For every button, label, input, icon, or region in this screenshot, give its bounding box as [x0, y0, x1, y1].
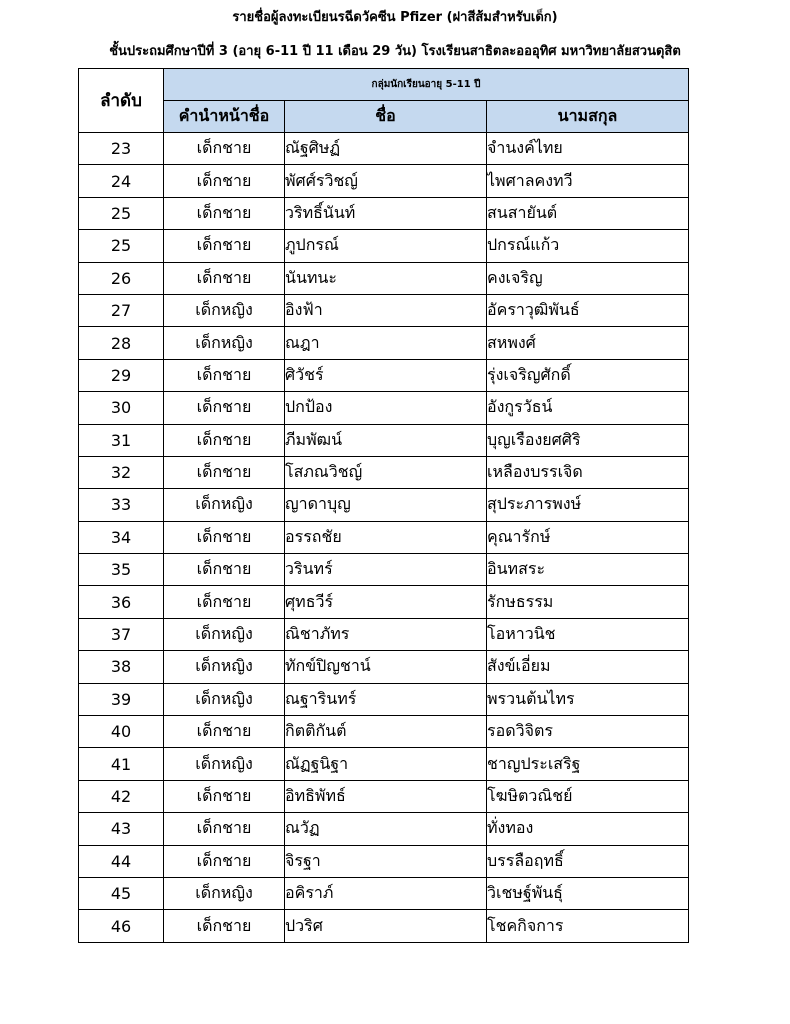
document-subtitle: ชั้นประถมศึกษาปีที่ 3 (อายุ 6-11 ปี 11 เดือน 29 วัน) โรงเรียนสาธิตละอออุทิศ มหาวิทยาลัยสวนดุสิต — [109, 44, 681, 59]
row-number: 38 — [79, 651, 164, 683]
table-row — [79, 521, 689, 553]
row-number: 26 — [79, 262, 164, 294]
table-row — [79, 586, 689, 618]
row-first-name: ณฎา — [285, 327, 487, 359]
row-last-name: ชาญประเสริฐ — [487, 748, 689, 780]
header-last-name: นามสกุล — [487, 101, 689, 133]
row-number: 40 — [79, 716, 164, 748]
row-name-title: เด็กหญิง — [164, 651, 285, 683]
row-name-title: เด็กชาย — [164, 456, 285, 488]
table-row — [79, 359, 689, 391]
row-last-name: อินทสระ — [487, 554, 689, 586]
row-first-name: ภูปกรณ์ — [285, 230, 487, 262]
row-number: 36 — [79, 586, 164, 618]
row-last-name: สุประภารพงษ์ — [487, 489, 689, 521]
table-row — [79, 489, 689, 521]
row-last-name: สังข์เอี่ยม — [487, 651, 689, 683]
row-number: 45 — [79, 877, 164, 909]
table-row — [79, 618, 689, 650]
row-number: 42 — [79, 780, 164, 812]
table-row — [79, 262, 689, 294]
row-name-title: เด็กชาย — [164, 845, 285, 877]
table-row — [79, 456, 689, 488]
row-name-title: เด็กหญิง — [164, 683, 285, 715]
row-first-name: ณัฐศิษฏ์ — [285, 133, 487, 165]
table-row — [79, 392, 689, 424]
row-first-name: ณวัฏ — [285, 813, 487, 845]
row-name-title: เด็กชาย — [164, 521, 285, 553]
row-name-title: เด็กชาย — [164, 359, 285, 391]
table-row — [79, 133, 689, 165]
row-last-name: อัคราวุฒิพันธ์ — [487, 294, 689, 326]
row-name-title: เด็กชาย — [164, 554, 285, 586]
row-first-name: ณัฏฐนิฐา — [285, 748, 487, 780]
table-row — [79, 651, 689, 683]
row-last-name: โอหาวนิช — [487, 618, 689, 650]
row-first-name: กิตติกันต์ — [285, 716, 487, 748]
table-row — [79, 294, 689, 326]
row-number: 28 — [79, 327, 164, 359]
row-first-name: ศิวัชร์ — [285, 359, 487, 391]
row-last-name: เหลืองบรรเจิด — [487, 456, 689, 488]
row-number: 25 — [79, 230, 164, 262]
row-name-title: เด็กหญิง — [164, 877, 285, 909]
row-name-title: เด็กชาย — [164, 586, 285, 618]
table-body — [79, 133, 689, 943]
row-name-title: เด็กชาย — [164, 392, 285, 424]
row-name-title: เด็กชาย — [164, 424, 285, 456]
row-name-title: เด็กชาย — [164, 716, 285, 748]
row-first-name: อคิราภ์ — [285, 877, 487, 909]
row-number: 46 — [79, 910, 164, 942]
header-title: คำนำหน้าชื่อ — [164, 101, 285, 133]
row-last-name: บรรลือฤทธิ์ — [487, 845, 689, 877]
row-number: 33 — [79, 489, 164, 521]
table-row — [79, 683, 689, 715]
row-name-title: เด็กชาย — [164, 133, 285, 165]
table-row — [79, 813, 689, 845]
table-row — [79, 910, 689, 942]
header-age-group: กลุ่มนักเรียนอายุ 5-11 ปี — [164, 69, 689, 101]
row-number: 34 — [79, 521, 164, 553]
row-number: 44 — [79, 845, 164, 877]
row-first-name: ณิชาภัทร — [285, 618, 487, 650]
row-name-title: เด็กหญิง — [164, 489, 285, 521]
table-row — [79, 877, 689, 909]
row-number: 23 — [79, 133, 164, 165]
row-number: 25 — [79, 197, 164, 229]
row-name-title: เด็กชาย — [164, 230, 285, 262]
row-number: 29 — [79, 359, 164, 391]
row-first-name: ณฐารินทร์ — [285, 683, 487, 715]
document-title: รายชื่อผู้ลงทะเบียนรฉีดวัคซีน Pfizer (ฝาสีส้มสำหรับเด็ก) — [232, 10, 558, 25]
row-last-name: จำนงค์ไทย — [487, 133, 689, 165]
row-last-name: รุ่งเจริญศักดิ์ — [487, 359, 689, 391]
table-row — [79, 716, 689, 748]
table-row — [79, 845, 689, 877]
table-row — [79, 748, 689, 780]
row-number: 30 — [79, 392, 164, 424]
row-first-name: พัศศ์รวิชญ์ — [285, 165, 487, 197]
row-first-name: ปกป้อง — [285, 392, 487, 424]
row-number: 37 — [79, 618, 164, 650]
row-last-name: รอดวิจิตร — [487, 716, 689, 748]
row-last-name: รักษธรรม — [487, 586, 689, 618]
row-last-name: คงเจริญ — [487, 262, 689, 294]
row-number: 24 — [79, 165, 164, 197]
row-name-title: เด็กชาย — [164, 197, 285, 229]
row-number: 39 — [79, 683, 164, 715]
row-number: 27 — [79, 294, 164, 326]
row-first-name: อิทธิพัทธ์ — [285, 780, 487, 812]
header-order: ลำดับ — [79, 69, 164, 133]
table-row — [79, 424, 689, 456]
row-last-name: โฆษิตวณิชย์ — [487, 780, 689, 812]
header-first-name: ชื่อ — [285, 101, 487, 133]
student-roster-table — [78, 68, 689, 943]
row-first-name: นันทนะ — [285, 262, 487, 294]
row-first-name: จิรฐา — [285, 845, 487, 877]
row-number: 41 — [79, 748, 164, 780]
row-last-name: ทั่งทอง — [487, 813, 689, 845]
row-name-title: เด็กหญิง — [164, 294, 285, 326]
row-name-title: เด็กชาย — [164, 813, 285, 845]
row-last-name: ปกรณ์แก้ว — [487, 230, 689, 262]
row-name-title: เด็กหญิง — [164, 327, 285, 359]
row-first-name: วริทธิ์นันท์ — [285, 197, 487, 229]
table-row — [79, 554, 689, 586]
row-number: 43 — [79, 813, 164, 845]
row-number: 32 — [79, 456, 164, 488]
row-number: 31 — [79, 424, 164, 456]
row-number: 35 — [79, 554, 164, 586]
row-first-name: โสภณวิชญ์ — [285, 456, 487, 488]
row-first-name: อรรถชัย — [285, 521, 487, 553]
row-name-title: เด็กชาย — [164, 165, 285, 197]
row-last-name: อังกูรวัธน์ — [487, 392, 689, 424]
row-last-name: โชคกิจการ — [487, 910, 689, 942]
row-last-name: คุณารักษ์ — [487, 521, 689, 553]
row-name-title: เด็กหญิง — [164, 618, 285, 650]
row-last-name: พรวนต้นไทร — [487, 683, 689, 715]
row-first-name: ทักข์ปิญชาน์ — [285, 651, 487, 683]
table-row — [79, 780, 689, 812]
row-last-name: สหพงศ์ — [487, 327, 689, 359]
row-name-title: เด็กชาย — [164, 262, 285, 294]
row-last-name: สนสายันต์ — [487, 197, 689, 229]
row-first-name: อิงฟ้า — [285, 294, 487, 326]
row-first-name: ภีมพัฒน์ — [285, 424, 487, 456]
table-row — [79, 197, 689, 229]
row-name-title: เด็กหญิง — [164, 748, 285, 780]
row-first-name: ศุทธวีร์ — [285, 586, 487, 618]
row-last-name: ไพศาลคงทวี — [487, 165, 689, 197]
row-first-name: ปวริศ — [285, 910, 487, 942]
table-row — [79, 327, 689, 359]
row-first-name: ญาดาบุญ — [285, 489, 487, 521]
row-first-name: วรินทร์ — [285, 554, 487, 586]
row-name-title: เด็กชาย — [164, 780, 285, 812]
row-last-name: บุญเรืองยศศิริ — [487, 424, 689, 456]
table-row — [79, 230, 689, 262]
table-row — [79, 165, 689, 197]
row-name-title: เด็กชาย — [164, 910, 285, 942]
row-last-name: วิเชษฐ์พันธุ์ — [487, 877, 689, 909]
